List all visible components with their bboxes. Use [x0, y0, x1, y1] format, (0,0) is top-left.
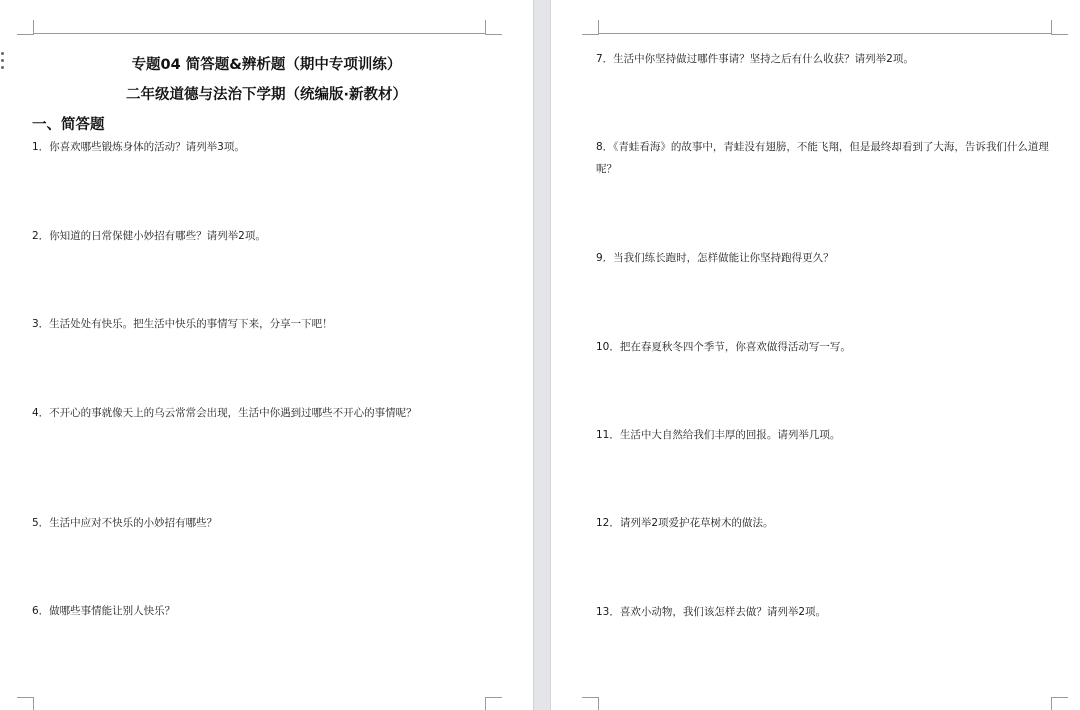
- document-page-left: [0, 0, 533, 710]
- page-corner-mark-icon: [1051, 697, 1068, 710]
- document-page-right: [551, 0, 1080, 710]
- section-heading: 一、简答题: [32, 117, 105, 133]
- question-12: 12．请列举2项爱护花草树木的做法。: [596, 517, 774, 529]
- question-2: 2．你知道的日常保健小妙招有哪些？请列举2项。: [32, 230, 266, 242]
- question-3: 3．生活处处有快乐。把生活中快乐的事情写下来，分享一下吧！: [32, 318, 333, 330]
- question-5: 5．生活中应对不快乐的小妙招有哪些？: [32, 517, 218, 529]
- page-corner-mark-icon: [1051, 20, 1068, 35]
- page-corner-mark-icon: [582, 20, 599, 35]
- page-corner-mark-icon: [582, 697, 599, 710]
- page-corner-mark-icon: [17, 20, 34, 35]
- question-9: 9．当我们练长跑时，怎样做能让你坚持跑得更久？: [596, 252, 834, 264]
- document-subtitle: 二年级道德与法治下学期（统编版·新教材）: [125, 87, 407, 103]
- page-top-margin-line: [598, 33, 1051, 34]
- page-corner-mark-icon: [17, 697, 34, 710]
- question-13: 13．喜欢小动物，我们该怎样去做？请列举2项。: [596, 606, 827, 618]
- page-gutter: [533, 0, 551, 710]
- question-7: 7．生活中你坚持做过哪件事请？坚持之后有什么收获？请列举2项。: [596, 53, 914, 65]
- question-4: 4．不开心的事就像天上的乌云常常会出现，生活中你遇到过哪些不开心的事情呢？: [32, 407, 417, 419]
- page-corner-mark-icon: [485, 20, 502, 35]
- page-top-margin-line: [33, 33, 485, 34]
- question-8: 8．《青蛙看海》的故事中，青蛙没有翅膀，不能飞翔，但是最终却看到了大海，告诉我们什么道理呢？: [596, 141, 1049, 175]
- question-10: 10．把在春夏秋冬四个季节，你喜欢做得活动写一写。: [596, 341, 851, 353]
- question-1: 1．你喜欢哪些锻炼身体的活动？请列举3项。: [32, 141, 245, 153]
- document-title: 专题04 简答题&辨析题（期中专项训练）: [131, 57, 402, 73]
- question-6: 6．做哪些事情能让别人快乐？: [32, 605, 176, 617]
- question-11: 11．生活中大自然给我们丰厚的回报。请列举几项。: [596, 429, 841, 441]
- page-corner-mark-icon: [485, 697, 502, 710]
